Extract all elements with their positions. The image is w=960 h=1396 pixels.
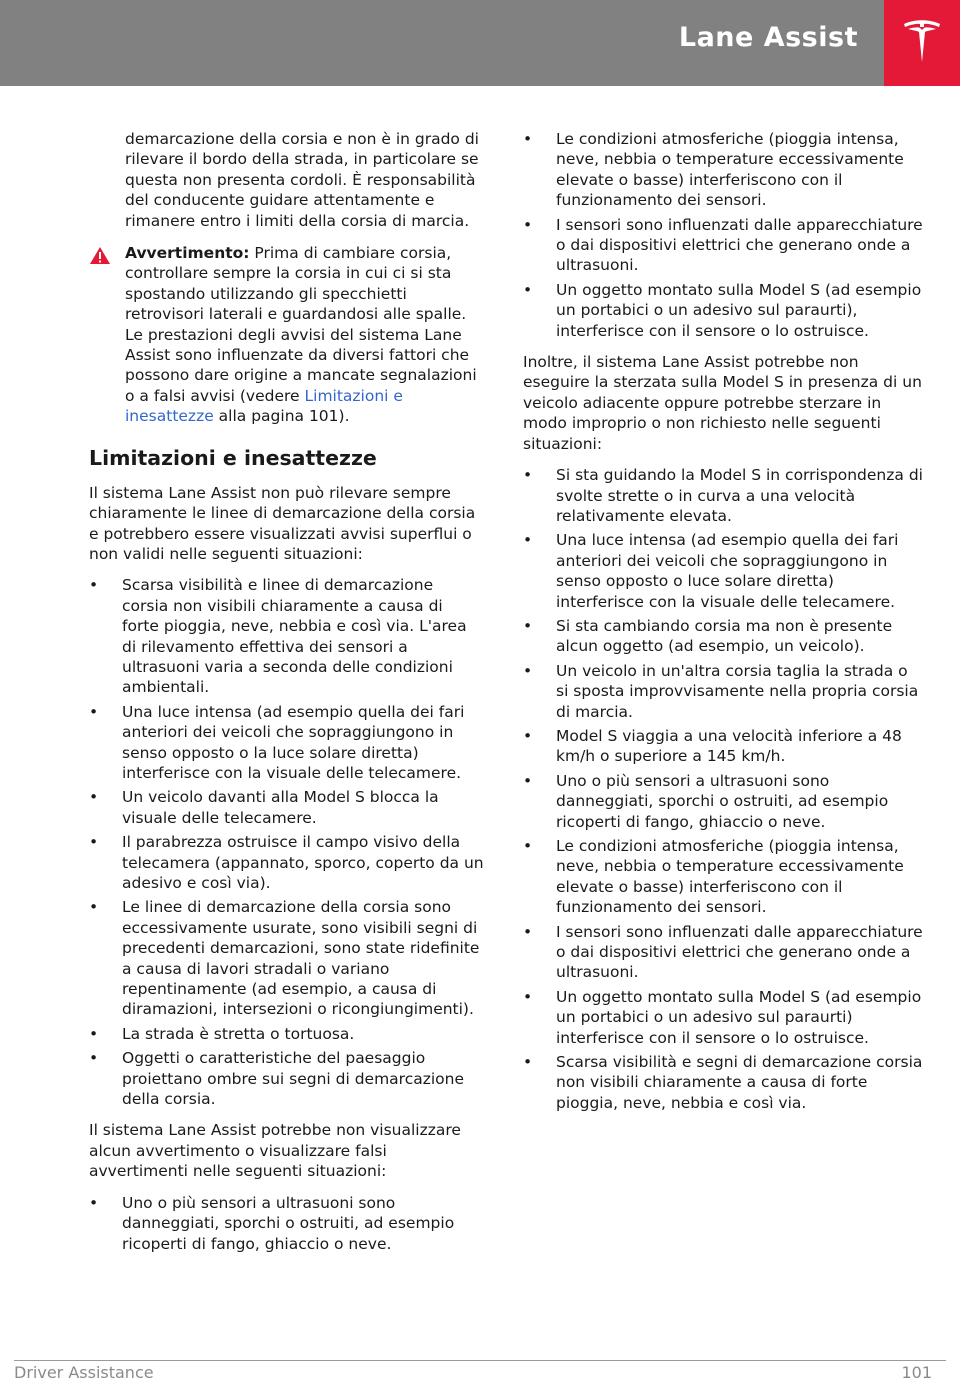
steering-paragraph: Inoltre, il sistema Lane Assist potrebbe non eseguire la sterzata sulla Model S in presenza di un veicolo adiacente oppure potrebbe sterzare in modo improprio o non richiesto nelle seguenti situazioni: (523, 353, 922, 453)
intro-paragraph: Il sistema Lane Assist non può rilevare sempre chiaramente le linee di demarcazione della corsia e potrebbero essere visualizzati avvisi superflui o non validi nelle seguenti situazioni: (89, 483, 476, 563)
list-item-text: Le condizioni atmosferiche (pioggia intensa, neve, nebbia o temperature eccessivamente elevate o basse) interferiscono con il funzionamento dei sensori. (556, 130, 904, 210)
list-item-text: I sensori sono influenzati dalle apparecchiature o dai dispositivi elettrici che generano onde a ultrasuoni. (556, 922, 923, 982)
bullet-icon: • (89, 1024, 99, 1043)
list-item (523, 280, 923, 341)
bullet-icon: • (523, 771, 533, 790)
section-heading: Limitazioni e inesattezze (89, 445, 377, 470)
bullet-icon: • (89, 898, 99, 917)
bullet-icon: • (89, 702, 99, 721)
footer-divider (14, 1360, 946, 1361)
list-item-text: Il parabrezza ostruisce il campo visivo della telecamera (appannato, sporco, coperto da un adesivo e così via). (122, 833, 484, 892)
page-title: Lane Assist (678, 22, 858, 53)
list-item (523, 616, 923, 657)
list-item-text: I sensori sono influenzati dalle apparecchiature o dai dispositivi elettrici che generano onde a ultrasuoni. (556, 215, 923, 275)
list-item-text: Un oggetto montato sulla Model S (ad esempio un portabici o un adesivo sul paraurti) interferisce con il sensore o lo ostruisce. (556, 987, 922, 1047)
bullet-icon: • (523, 130, 533, 148)
continuation-paragraph: demarcazione della corsia e non è in grado di rilevare il bordo della strada, in particolare se questa non presenta cordoli. È responsabilità del conducente guidare attentamente e rimanere entro i limiti della corsia di marcia. (125, 130, 479, 230)
bullet-icon: • (89, 1193, 99, 1212)
list-item-text: Model S viaggia a una velocità inferiore a 48 km/h o superiore a 145 km/h. (556, 726, 902, 766)
warning-block (89, 243, 484, 427)
list-item-text: Una luce intensa (ad esempio quella dei fari anteriori dei veicoli che sopraggiungono in senso opposto o la luce solare diretta) interferisce con la visuale delle telecamere. (122, 702, 465, 782)
list-item-text: Scarsa visibilità e segni di demarcazione corsia non visibili chiaramente a causa di forte pioggia, neve, nebbia e così via. (556, 1053, 923, 1112)
bullet-icon: • (89, 576, 99, 595)
list-item (523, 530, 923, 612)
list-item (523, 922, 923, 983)
list-item (89, 897, 484, 1019)
list-item (89, 1193, 484, 1254)
warning-triangle-icon (89, 246, 111, 265)
bullet-icon: • (523, 215, 533, 234)
list-item (523, 726, 923, 767)
bullet-icon: • (523, 987, 533, 1006)
list-item-text: Un veicolo in un'altra corsia taglia la strada o si sposta improvvisamente nella propria corsia di marcia. (556, 661, 919, 721)
warning-text-end: alla pagina 101). (213, 407, 350, 426)
tesla-logo-icon (902, 18, 942, 66)
list-item (523, 465, 923, 526)
brand-logo-box (884, 0, 960, 86)
list-item (523, 987, 923, 1048)
bullet-icon: • (523, 837, 533, 855)
sensor-conditions-list (523, 129, 923, 341)
list-item (89, 1048, 484, 1109)
list-item (523, 661, 923, 722)
list-item (89, 787, 484, 828)
list-item-text: Si sta cambiando corsia ma non è presente alcun oggetto (ad esempio, un veicolo). (556, 616, 893, 656)
bullet-icon: • (523, 661, 533, 680)
list-item-text: Scarsa visibilità e linee di demarcazione corsia non visibili chiaramente a causa di forte pioggia, neve, nebbia e così via. L'area di rilevamento effettiva dei sensori a ultrasuoni varia a seconda delle condizioni ambientali. (122, 576, 467, 697)
list-item-text: La strada è stretta o tortuosa. (122, 1024, 355, 1043)
steering-conditions-list (523, 465, 923, 1113)
list-item (523, 129, 923, 211)
right-column (523, 129, 923, 1124)
bullet-icon: • (523, 616, 533, 635)
left-column (89, 129, 484, 1265)
page-number: 101 (901, 1363, 932, 1382)
bullet-icon: • (89, 788, 99, 807)
header-bar (0, 0, 884, 86)
list-item-text: Oggetti o caratteristiche del paesaggio proiettano ombre sui segni di demarcazione della corsia. (122, 1049, 465, 1109)
bullet-icon: • (89, 833, 99, 852)
list-item-text: Le linee di demarcazione della corsia sono eccessivamente usurate, sono visibili segni di precedenti demarcazioni, sono state ridefinite a causa di lavori stradali o variano repentinamente (ad esempio, a causa di diramazioni, intersezioni o ricongiungimenti). (122, 898, 480, 1019)
list-item-text: Un veicolo davanti alla Model S blocca la visuale delle telecamere. (122, 788, 439, 827)
list-item-text: Si sta guidando la Model S in corrispondenza di svolte strette o in curva a una velocità relativamente elevata. (556, 466, 923, 525)
list-item-text: Una luce intensa (ad esempio quella dei fari anteriori dei veicoli che sopraggiungono in senso opposto o luce solare diretta) interferisce con la visuale delle telecamere. (556, 531, 899, 611)
list-item (89, 702, 484, 784)
second-intro-paragraph: Il sistema Lane Assist potrebbe non visualizzare alcun avvertimento o visualizzare falsi avvertimenti nelle seguenti situazioni: (89, 1121, 461, 1181)
list-item (89, 1024, 484, 1044)
warning-label: Avvertimento: (125, 244, 250, 263)
list-item-text: Uno o più sensori a ultrasuoni sono danneggiati, sporchi o ostruiti, ad esempio ricoperti di fango, ghiaccio o neve. (122, 1193, 455, 1253)
bullet-icon: • (523, 1053, 533, 1072)
bullet-icon: • (523, 922, 533, 941)
no-warning-list (89, 1193, 484, 1254)
bullet-icon: • (523, 466, 533, 485)
list-item (523, 836, 923, 918)
list-item (523, 1052, 923, 1113)
warning-text: Prima di cambiare corsia, controllare sempre la corsia in cui ci si sta spostando utilizzando gli specchietti retrovisori laterali e guardandosi alle spalle. Le prestazioni degli avvisi del sistema Lane Assist sono influenzate da diversi fattori che possono dare origine a mancate segnalazioni o a falsi avvisi (vedere (125, 244, 477, 405)
bullet-icon: • (89, 1049, 99, 1068)
list-item-text: Le condizioni atmosferiche (pioggia intensa, neve, nebbia o temperature eccessivamente elevate o basse) interferiscono con il funzionamento dei sensori. (556, 837, 904, 917)
footer-section-name: Driver Assistance (14, 1363, 154, 1382)
bullet-icon: • (523, 280, 533, 299)
list-item (523, 771, 923, 832)
bullet-icon: • (523, 726, 533, 745)
limitations-link[interactable]: Limitazioni e inesattezze (125, 386, 403, 426)
list-item (89, 575, 484, 697)
bullet-icon: • (523, 531, 533, 550)
list-item (523, 215, 923, 276)
list-item-text: Un oggetto montato sulla Model S (ad esempio un portabici o un adesivo sul paraurti), interferisce con il sensore o lo ostruisce. (556, 280, 922, 340)
list-item (89, 832, 484, 893)
limitations-list (89, 575, 484, 1109)
list-item-text: Uno o più sensori a ultrasuoni sono danneggiati, sporchi o ostruiti, ad esempio ricoperti di fango, ghiaccio o neve. (556, 771, 889, 831)
